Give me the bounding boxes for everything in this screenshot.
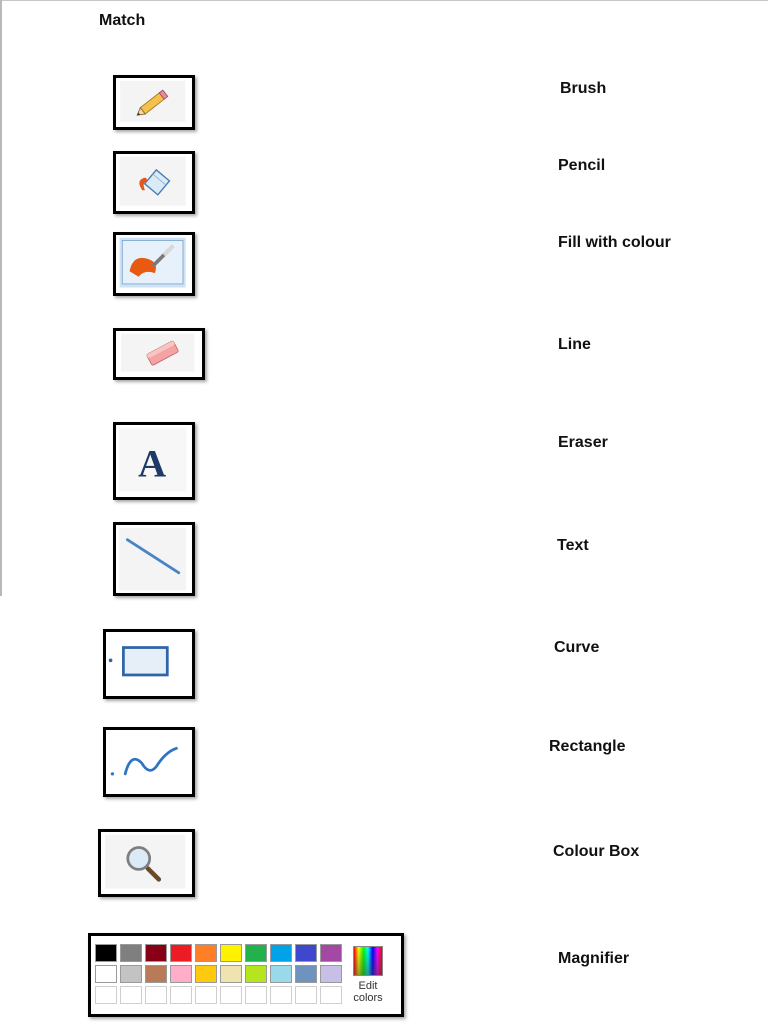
tool-curve[interactable] <box>103 727 195 797</box>
tool-rectangle[interactable] <box>103 629 195 699</box>
curve-icon <box>106 730 192 794</box>
colour-swatch-row2-3[interactable] <box>145 965 167 983</box>
colour-swatch-row1-7[interactable] <box>245 944 267 962</box>
colour-swatch-row3-5[interactable] <box>195 986 217 1004</box>
colour-swatch-row2-2[interactable] <box>120 965 142 983</box>
fill-bucket-icon <box>116 154 192 211</box>
colour-swatch-row3-4[interactable] <box>170 986 192 1004</box>
colour-swatch-row1-2[interactable] <box>120 944 142 962</box>
label-pencil: Pencil <box>558 157 606 174</box>
colour-swatch-row3-9[interactable] <box>295 986 317 1004</box>
colour-swatch-row2-5[interactable] <box>195 965 217 983</box>
svg-text:A: A <box>138 442 167 486</box>
line-icon <box>116 525 192 593</box>
label-line: Line <box>558 336 591 353</box>
tool-brush[interactable] <box>113 232 195 296</box>
tool-line[interactable] <box>113 522 195 596</box>
tool-pencil[interactable] <box>113 75 195 130</box>
page-top-rule <box>0 0 768 1</box>
edit-colors-label-line2: colors <box>353 992 383 1004</box>
rectangle-icon <box>106 632 192 696</box>
colour-swatch-row2-6[interactable] <box>220 965 242 983</box>
colour-swatch-row1-1[interactable] <box>95 944 117 962</box>
label-brush: Brush <box>560 80 607 97</box>
colour-swatch-row2-7[interactable] <box>245 965 267 983</box>
colour-swatch-row1-5[interactable] <box>195 944 217 962</box>
label-curve: Curve <box>554 639 600 656</box>
brush-icon <box>116 235 192 293</box>
colour-swatch-row2-4[interactable] <box>170 965 192 983</box>
swatch-grid <box>95 944 342 1004</box>
colour-swatch-row1-4[interactable] <box>170 944 192 962</box>
magnifier-icon <box>101 832 192 894</box>
tool-fill-bucket[interactable] <box>113 151 195 214</box>
edit-colors-label-line1: Edit <box>358 980 378 992</box>
worksheet-title: Match <box>99 12 146 29</box>
colour-box-palette[interactable] <box>88 933 404 1017</box>
label-rectangle: Rectangle <box>549 738 626 755</box>
colour-swatch-row3-10[interactable] <box>320 986 342 1004</box>
label-colour-box: Colour Box <box>553 843 640 860</box>
label-magnifier: Magnifier <box>558 950 630 967</box>
colour-swatch-row2-8[interactable] <box>270 965 292 983</box>
edit-colors-button[interactable] <box>345 942 391 1010</box>
colour-swatch-row2-10[interactable] <box>320 965 342 983</box>
label-eraser: Eraser <box>558 434 608 451</box>
label-fill-with-colour: Fill with colour <box>558 234 671 251</box>
colour-swatch-row3-2[interactable] <box>120 986 142 1004</box>
rainbow-icon <box>353 946 383 976</box>
colour-swatch-row3-3[interactable] <box>145 986 167 1004</box>
colour-swatch-row1-9[interactable] <box>295 944 317 962</box>
colour-swatch-row2-1[interactable] <box>95 965 117 983</box>
colour-swatch-row3-1[interactable] <box>95 986 117 1004</box>
colour-swatch-row1-3[interactable] <box>145 944 167 962</box>
eraser-icon <box>116 331 202 377</box>
colour-swatch-row2-9[interactable] <box>295 965 317 983</box>
page-left-rule <box>0 0 2 596</box>
colour-swatch-row3-8[interactable] <box>270 986 292 1004</box>
tool-magnifier[interactable] <box>98 829 195 897</box>
pencil-icon <box>116 78 192 127</box>
tool-text[interactable] <box>113 422 195 500</box>
text-icon <box>116 425 192 497</box>
colour-swatch-row3-6[interactable] <box>220 986 242 1004</box>
tool-eraser[interactable] <box>113 328 205 380</box>
colour-swatch-row1-8[interactable] <box>270 944 292 962</box>
label-text: Text <box>557 537 589 554</box>
colour-swatch-row1-6[interactable] <box>220 944 242 962</box>
colour-swatch-row3-7[interactable] <box>245 986 267 1004</box>
colour-swatch-row1-10[interactable] <box>320 944 342 962</box>
